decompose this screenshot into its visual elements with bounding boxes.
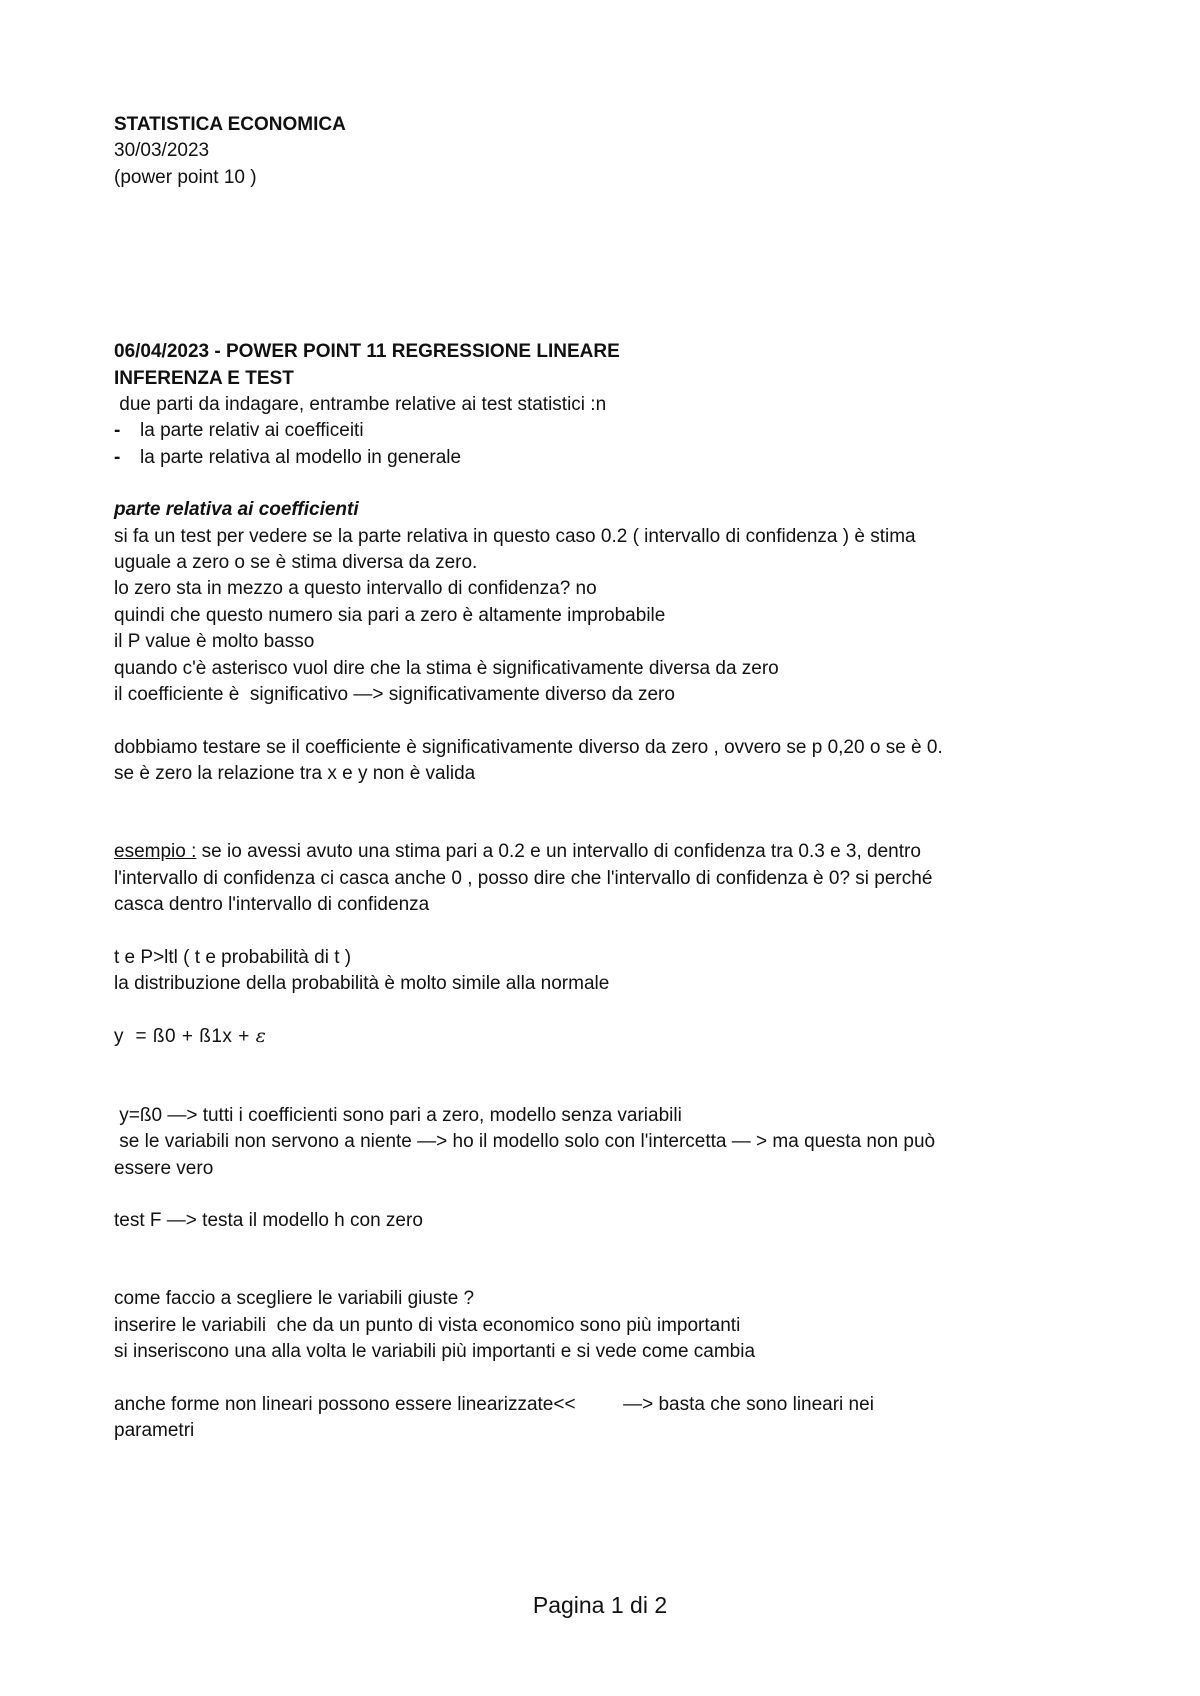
document-title: STATISTICA ECONOMICA — [114, 114, 346, 135]
spacer — [114, 471, 1104, 497]
text-line: il P value è molto basso — [114, 631, 315, 653]
bullet-item — [114, 445, 1104, 471]
text-line: se le variabili non servono a niente —> ho il modello solo con l'intercetta — > ma questa non può — [114, 1131, 936, 1153]
spacer — [114, 787, 1104, 839]
spacer — [114, 919, 1104, 945]
text-line: se è zero la relazione tra x e y non è valida — [114, 762, 476, 784]
text-line: anche forme non lineari possono essere linearizzate<< —> basta che sono lineari nei — [114, 1393, 874, 1415]
text-line: si inseriscono una alla volta le variabili più importanti e si vede come cambia — [114, 1341, 756, 1363]
epsilon-symbol: ε — [255, 1025, 267, 1048]
text-line: dobbiamo testare se il coefficiente è significativamente diverso da zero , ovvero se p 0,20 o se è 0. — [114, 736, 943, 758]
example-line — [114, 839, 1104, 865]
spacer — [114, 1182, 1104, 1208]
coefficients-heading: parte relativa ai coefficienti — [114, 499, 359, 521]
text-line: test F —> testa il modello h con zero — [114, 1209, 423, 1231]
text-line: la distribuzione della probabilità è molto simile alla normale — [114, 972, 610, 994]
text-line: l'intervallo di confidenza ci casca anche 0 , posso dire che l'intervallo di confidenza è 0? si perché — [114, 867, 933, 889]
spacer — [114, 1366, 1104, 1392]
text-line: si fa un test per vedere se la parte relativa in questo caso 0.2 ( intervallo di confidenza ) è stima — [114, 525, 916, 547]
spacer — [114, 997, 1104, 1023]
spacer — [114, 709, 1104, 735]
spacer — [114, 1051, 1104, 1103]
bullet-dash: - — [114, 420, 121, 442]
spacer — [114, 1234, 1104, 1286]
text-line: t e P>ltl ( t e probabilità di t ) — [114, 946, 352, 968]
document-date: 30/03/2023 — [114, 140, 210, 162]
example-label: esempio : — [114, 841, 197, 863]
example-text: se io avessi avuto una stima pari a 0.2 e un intervallo di confidenza tra 0.3 e 3, dentro — [196, 841, 921, 863]
text-line: y=ß0 —> tutti i coefficienti sono pari a zero, modello senza variabili — [114, 1104, 682, 1126]
page-footer: Pagina 1 di 2 — [532, 1592, 668, 1618]
spacer — [114, 191, 1104, 339]
text-line: quindi che questo numero sia pari a zero è altamente improbabile — [114, 604, 666, 626]
text-line: quando c'è asterisco vuol dire che la stima è significativamente diversa da zero — [114, 657, 779, 679]
bullet-text: la parte relativ ai coefficeiti — [140, 420, 364, 442]
bullet-dash: - — [114, 446, 121, 468]
regression-formula — [114, 1023, 1104, 1050]
text-line: il coefficiente è significativo —> significativamente diverso da zero — [114, 684, 675, 706]
bullet-text: la parte relativa al modello in generale — [140, 446, 462, 468]
section-heading: 06/04/2023 - POWER POINT 11 REGRESSIONE LINEARE — [114, 341, 620, 363]
text-line: essere vero — [114, 1157, 214, 1179]
bullet-item — [114, 418, 1104, 444]
document-subtitle: (power point 10 ) — [114, 166, 257, 188]
section-subheading: INFERENZA E TEST — [114, 367, 294, 389]
text-line: come faccio a scegliere le variabili giuste ? — [114, 1288, 475, 1310]
text-line: parametri — [114, 1420, 195, 1441]
formula-text: y = ß0 + ß1x + — [114, 1026, 256, 1048]
section-intro: due parti da indagare, entrambe relative ai test statistici :n — [114, 394, 607, 416]
text-line: lo zero sta in mezzo a questo intervallo di confidenza? no — [114, 578, 597, 600]
document-page — [114, 112, 1104, 1444]
text-line: casca dentro l'intervallo di confidenza — [114, 894, 430, 916]
text-line: uguale a zero o se è stima diversa da zero. — [114, 552, 478, 574]
text-line: inserire le variabili che da un punto di vista economico sono più importanti — [114, 1314, 741, 1336]
